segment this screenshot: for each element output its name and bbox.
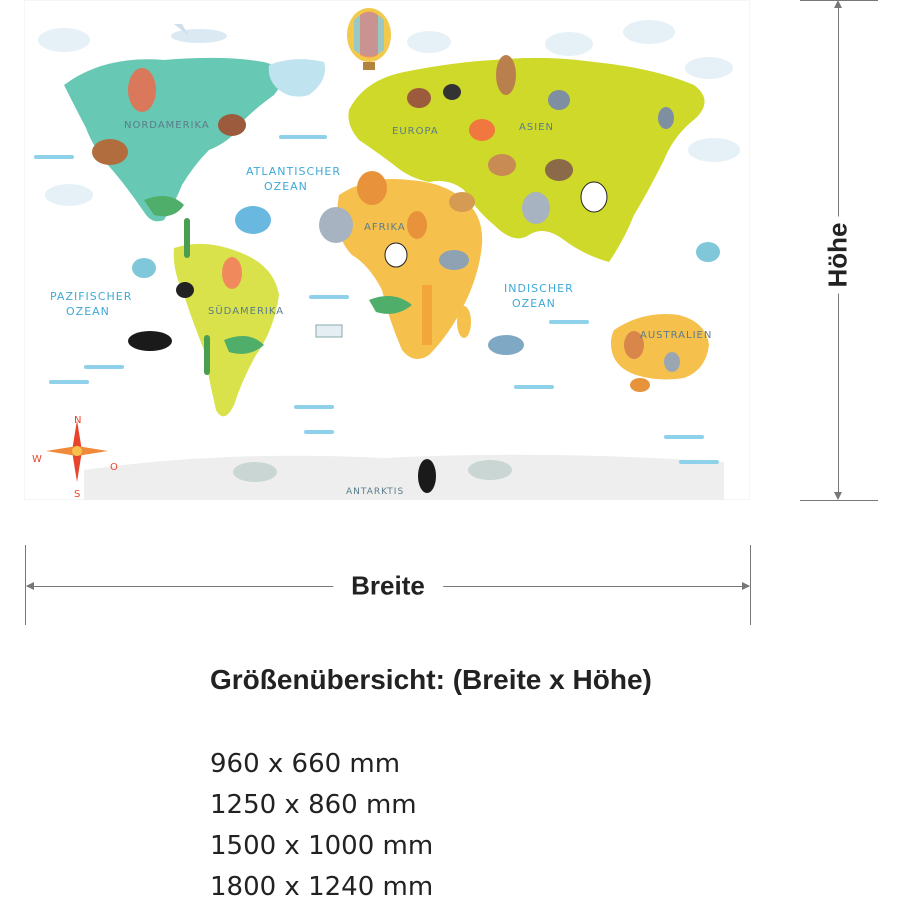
toucan-icon: [176, 282, 194, 298]
penguin-icon: [418, 459, 436, 493]
owl-icon: [658, 107, 674, 129]
size-list: [210, 744, 433, 908]
octopus-icon-pacific: [696, 242, 720, 262]
whale-icon: [235, 206, 271, 234]
height-arrow-down-icon: [834, 492, 842, 500]
monkey-icon-africa: [407, 211, 427, 239]
bear-icon-asia: [496, 55, 516, 95]
compass-w: W: [32, 454, 42, 465]
width-arrow-right-icon: [742, 582, 750, 590]
ship-icon: [316, 325, 342, 337]
label-indian-line2: OZEAN: [512, 297, 556, 310]
cactus-icon-2: [204, 335, 210, 375]
label-pacific-line2: OZEAN: [66, 305, 110, 318]
label-nordamerika: NORDAMERIKA: [124, 120, 210, 131]
label-indian-line1: INDISCHER: [504, 282, 574, 295]
koala-icon: [664, 352, 680, 372]
yak-icon: [545, 159, 573, 181]
label-atlantic-line2: OZEAN: [264, 180, 308, 193]
octopus-icon: [132, 258, 156, 278]
seal-icon: [233, 462, 277, 482]
world-map-image: [24, 0, 750, 500]
size-option: 1800 x 1240 mm: [210, 872, 434, 902]
giraffe-icon: [422, 285, 432, 345]
height-label: Höhe: [823, 217, 854, 294]
compass-o: O: [110, 462, 118, 473]
elephant-icon-asia: [522, 192, 550, 224]
width-arrow-left-icon: [26, 582, 34, 590]
height-arrow-up-icon: [834, 0, 842, 8]
world-map-svg: [24, 0, 750, 500]
label-europa: EUROPA: [392, 126, 439, 137]
moose-icon-europe: [407, 88, 431, 108]
wolf-icon: [548, 90, 570, 110]
label-australien: AUSTRALIEN: [640, 330, 713, 341]
label-asien: ASIEN: [519, 122, 554, 133]
fox-icon: [469, 119, 495, 141]
label-pacific-line1: PAZIFISCHER: [50, 290, 133, 303]
horse-icon: [488, 154, 516, 176]
cactus-icon: [184, 218, 190, 258]
size-option: 1500 x 1000 mm: [210, 831, 434, 861]
width-label: Breite: [333, 571, 443, 602]
size-overview-title: Größenübersicht: (Breite x Höhe): [210, 664, 652, 695]
height-bottom-tick: [800, 500, 878, 501]
moose-icon: [218, 114, 246, 136]
label-atlantic-line1: ATLANTISCHER: [246, 165, 342, 178]
label-afrika: AFRIKA: [364, 222, 406, 233]
bear-icon: [128, 68, 156, 112]
shark-icon: [488, 335, 524, 355]
size-option: 1250 x 860 mm: [210, 790, 417, 820]
zebra-icon: [385, 243, 407, 267]
panda-icon: [581, 182, 607, 212]
seal-icon-2: [468, 460, 512, 480]
hedgehog-icon: [443, 84, 461, 100]
label-antarktis: ANTARKTIS: [346, 487, 405, 497]
camel-icon: [449, 192, 475, 212]
turtle-icon: [630, 378, 650, 392]
bison-icon: [92, 139, 128, 165]
hippo-icon: [439, 250, 469, 270]
compass-n: N: [74, 415, 82, 426]
width-right-tick: [750, 545, 751, 625]
label-suedamerika: SÜDAMERIKA: [208, 306, 285, 317]
madagascar-landmass: [457, 306, 471, 338]
compass-s: S: [74, 489, 81, 500]
size-option: 960 x 660 mm: [210, 749, 401, 779]
elephant-icon: [319, 207, 353, 243]
monkey-icon: [222, 257, 242, 289]
orca-icon: [128, 331, 172, 351]
lion-icon: [357, 171, 387, 205]
